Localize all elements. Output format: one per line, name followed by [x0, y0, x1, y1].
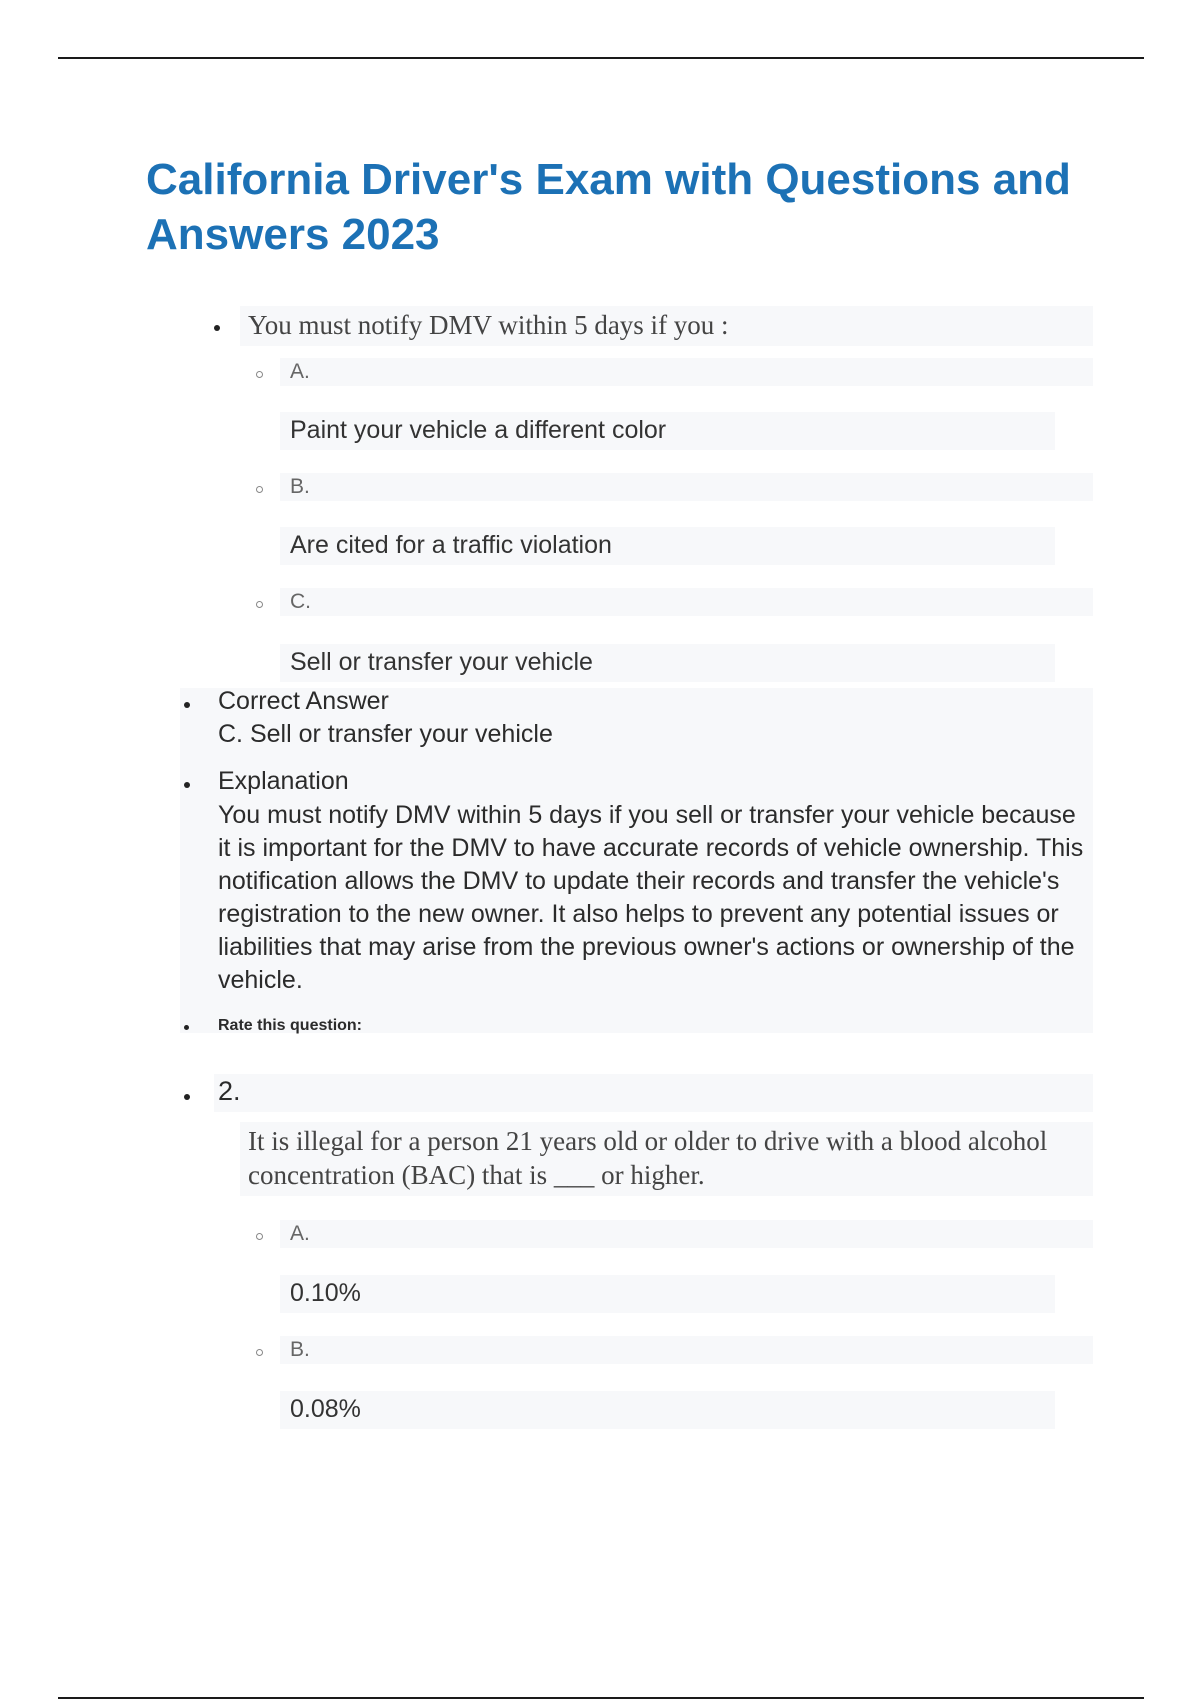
- correct-answer-label: Correct Answer: [218, 687, 389, 715]
- rate-question-label[interactable]: Rate this question:: [218, 1017, 363, 1034]
- explanation-text: You must notify DMV within 5 days if you sell or transfer your vehicle because it is important for the DMV to have accurate records of vehicle ownership. This notification allows the DMV to update their records and transfer the vehicle's registration to the new owner. It also helps to prevent any potential issues or liabilities that may arise from the previous owner's actions or ownership of the vehicle.: [218, 801, 1084, 994]
- option-c-text: Sell or transfer your vehicle: [290, 648, 593, 676]
- option-b-letter: B.: [290, 475, 310, 498]
- option-c-letter: C.: [290, 590, 311, 613]
- option-b-text-background: [280, 1391, 1055, 1429]
- option-b-label-background: [280, 1336, 1093, 1364]
- question-2-option-a-text: 0.10%: [290, 1279, 361, 1307]
- option-b-label-background: [280, 473, 1093, 501]
- option-b-text: Are cited for a traffic violation: [290, 531, 612, 559]
- option-circle-icon: [256, 1349, 263, 1356]
- page-title: California Driver's Exam with Questions and Answers 2023: [146, 155, 1071, 259]
- question-1-prompt: You must notify DMV within 5 days if you :: [248, 310, 729, 340]
- option-a-label-background: [280, 1220, 1093, 1248]
- question-2-option-b-letter: B.: [290, 1338, 310, 1361]
- explanation-label: Explanation: [218, 767, 349, 795]
- top-rule: [58, 57, 1144, 59]
- option-a-letter: A.: [290, 360, 310, 383]
- bullet-icon: [184, 782, 190, 788]
- option-circle-icon: [256, 371, 263, 378]
- option-circle-icon: [256, 486, 263, 493]
- option-circle-icon: [256, 1233, 263, 1240]
- option-c-label-background: [280, 588, 1093, 616]
- bottom-rule: [58, 1697, 1144, 1699]
- question-2-option-b-text: 0.08%: [290, 1395, 361, 1423]
- question-2-number-background: [214, 1074, 1093, 1112]
- option-a-label-background: [280, 358, 1093, 386]
- bullet-icon: [184, 1094, 190, 1100]
- question-2-prompt: It is illegal for a person 21 years old or older to drive with a blood alcohol concentration (BAC) that is ___ or higher.: [248, 1126, 1048, 1190]
- option-a-text-background: [280, 1275, 1055, 1313]
- option-a-text: Paint your vehicle a different color: [290, 416, 667, 444]
- bullet-icon: [214, 325, 220, 331]
- bullet-icon: [184, 1025, 189, 1030]
- option-circle-icon: [256, 601, 263, 608]
- bullet-icon: [184, 702, 190, 708]
- question-2-number: 2.: [218, 1076, 241, 1106]
- question-2-option-a-letter: A.: [290, 1222, 310, 1245]
- correct-answer-text: C. Sell or transfer your vehicle: [218, 720, 553, 748]
